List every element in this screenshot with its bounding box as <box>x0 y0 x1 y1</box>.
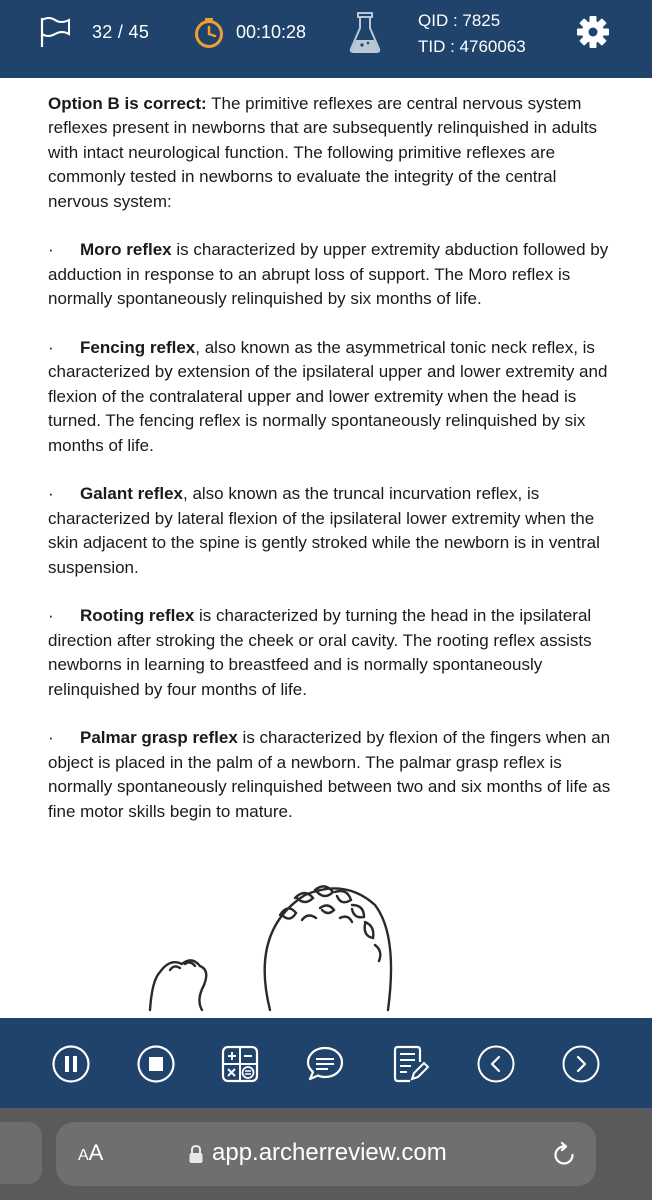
reflex-description: , also known as the asymmetrical tonic neck reflex, is characterized by extension of the ipsilateral upper and lower extremity and flexion of the contralateral upper and lower extremity when the head is turned. The fencing reflex is normally spontaneously relinquished by six months of life. <box>48 338 608 455</box>
stop-icon[interactable] <box>136 1044 176 1084</box>
bottom-toolbar <box>0 1018 652 1108</box>
reflex-term: Galant reflex <box>80 484 183 504</box>
reflex-description: , also known as the truncal incurvation reflex, is characterized by lateral flexion of the ipsilateral lower extremity when the skin adjacent to the spine is gently stroked while the newborn is in ventral suspension. <box>48 484 600 577</box>
reflex-item-galant <box>48 482 618 580</box>
reflex-description: is characterized by upper extremity abduction followed by adduction in response to an abrupt loss of support. The Moro reflex is normally spontaneously relinquished by six months of life. <box>48 240 609 309</box>
reflex-item-rooting <box>48 604 618 702</box>
reflex-item-moro <box>48 238 618 311</box>
reflex-term: Moro reflex <box>80 240 172 260</box>
reflex-term: Rooting reflex <box>80 606 195 626</box>
flag-icon[interactable] <box>38 15 72 49</box>
reflex-term: Fencing reflex <box>80 338 196 358</box>
reflex-description: is characterized by turning the head in the ipsilateral direction after stroking the cheek or oral cavity. The rooting reflex assists newborns in learning to breastfeed and is normally spontaneously relinquished by four months of life. <box>48 606 592 699</box>
pause-icon[interactable] <box>51 1044 91 1084</box>
infant-illustration <box>130 860 430 1020</box>
top-bar <box>0 0 652 78</box>
previous-tab-preview[interactable] <box>0 1122 42 1184</box>
reload-icon[interactable] <box>550 1141 578 1169</box>
qid-label: QID : 7825 <box>418 11 501 30</box>
bullet: · <box>48 484 54 504</box>
timer-display: 00:10:28 <box>236 22 307 42</box>
reflex-term: Palmar grasp reflex <box>80 728 238 748</box>
lab-values-icon[interactable] <box>348 12 382 54</box>
next-icon[interactable] <box>561 1044 601 1084</box>
chat-icon[interactable] <box>305 1044 345 1084</box>
url-text: app.archerreview.com <box>212 1139 447 1166</box>
question-counter: 32 / 45 <box>92 22 150 42</box>
bullet: · <box>48 240 54 260</box>
intro-text: The primitive reflexes are central nervous system reflexes present in newborns that are subsequently relinquished in adults with intact neurological function. The following primitive reflexes are commonly tested in newborns to evaluate the integrity of the central nervous system: <box>48 94 598 211</box>
browser-bar <box>0 1108 652 1200</box>
text-size-small: A <box>78 1147 89 1164</box>
address-bar[interactable] <box>56 1122 596 1186</box>
question-ids <box>418 8 526 60</box>
reflex-description: is characterized by flexion of the fingers when an object is placed in the palm of a newborn. The palmar grasp reflex is normally spontaneously relinquished between two and six months of life as fine motor skills begin to mature. <box>48 728 611 821</box>
calculator-icon[interactable] <box>220 1044 260 1084</box>
text-size-button[interactable] <box>78 1140 103 1166</box>
reflex-item-palmar-grasp <box>48 726 618 824</box>
correct-option-label: Option B is correct: <box>48 94 207 113</box>
text-size-big: A <box>88 1140 104 1165</box>
bullet: · <box>48 728 54 748</box>
explanation-intro <box>48 92 618 214</box>
explanation-content <box>48 92 618 849</box>
bullet: · <box>48 338 54 358</box>
settings-gear-icon[interactable] <box>576 15 610 49</box>
previous-icon[interactable] <box>476 1044 516 1084</box>
bullet: · <box>48 606 54 626</box>
lock-icon <box>188 1144 204 1164</box>
timer-icon <box>193 17 225 49</box>
notes-icon[interactable] <box>390 1044 430 1084</box>
reflex-item-fencing <box>48 336 618 458</box>
tid-label: TID : 4760063 <box>418 37 526 56</box>
